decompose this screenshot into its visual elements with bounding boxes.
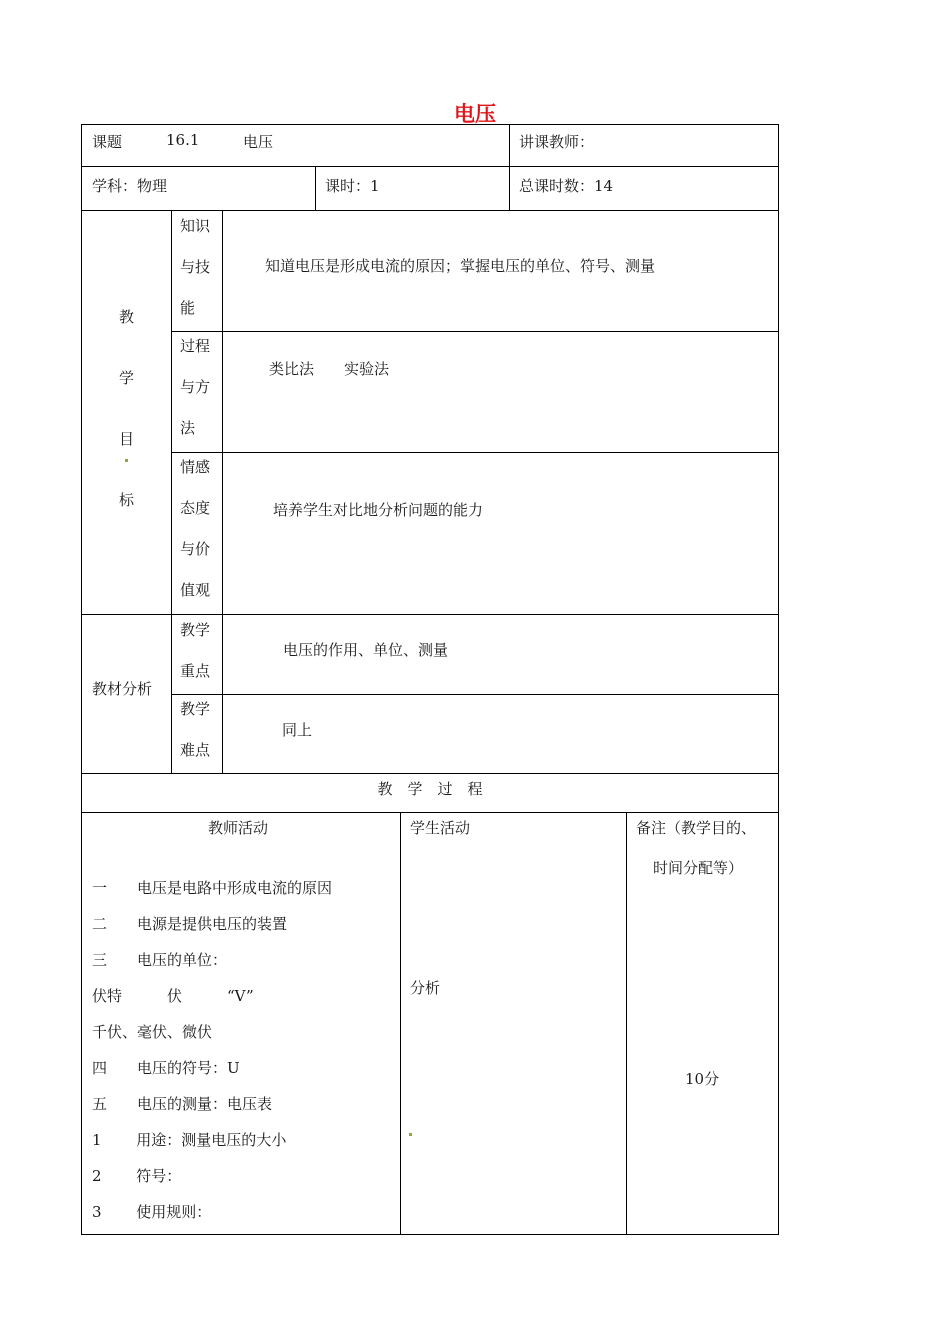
objectives-group-char: 标 bbox=[119, 491, 135, 509]
analysis-label-line: 教学 bbox=[180, 700, 211, 718]
objectives-group-cell bbox=[81, 210, 172, 615]
analysis-label-line: 重点 bbox=[180, 662, 211, 680]
student-activity-text: 分析 bbox=[410, 979, 441, 997]
objective-content: 培养学生对比地分析问题的能力 bbox=[273, 501, 484, 519]
objective-content-cell bbox=[222, 210, 779, 332]
objective-label-cell bbox=[171, 452, 223, 615]
objective-content: 类比法 实验法 bbox=[269, 360, 390, 378]
objective-label-line: 法 bbox=[180, 419, 196, 437]
objective-label-line: 情感 bbox=[180, 458, 211, 476]
objectives-group-char: 目 bbox=[119, 430, 135, 448]
teacher-activity-line: 1 用途：测量电压的大小 bbox=[92, 1131, 287, 1149]
objective-content: 知道电压是形成电流的原因；掌握电压的单位、符号、测量 bbox=[265, 257, 656, 275]
total-periods-cell bbox=[509, 166, 779, 211]
analysis-group-cell bbox=[81, 614, 172, 774]
topic-name: 电压 bbox=[243, 133, 274, 151]
objective-label-line: 与价 bbox=[180, 540, 211, 558]
notes-header-line: 时间分配等） bbox=[653, 859, 744, 877]
topic-label: 课题 bbox=[92, 133, 123, 151]
analysis-group-label: 教材分析 bbox=[92, 680, 153, 698]
objectives-group-char: 学 bbox=[119, 369, 135, 387]
objective-label-cell bbox=[171, 210, 223, 332]
notes-time: 10分 bbox=[685, 1070, 720, 1088]
objective-label-line: 知识 bbox=[180, 217, 211, 235]
objective-label-line: 与技 bbox=[180, 258, 211, 276]
topic-cell bbox=[81, 124, 510, 167]
objective-label-line: 能 bbox=[180, 299, 196, 317]
total-periods-text: 总课时数：14 bbox=[519, 177, 614, 195]
teacher-activity-line: 五 电压的测量：电压表 bbox=[92, 1095, 273, 1113]
notes-cell bbox=[626, 812, 779, 1235]
analysis-label-cell bbox=[171, 694, 223, 774]
teacher-cell bbox=[509, 124, 779, 167]
analysis-label-line: 难点 bbox=[180, 741, 211, 759]
student-activity-header: 学生活动 bbox=[410, 819, 471, 837]
teacher-activity-line: 四 电压的符号：U bbox=[92, 1059, 240, 1077]
objective-label-cell bbox=[171, 331, 223, 453]
analysis-content: 同上 bbox=[282, 721, 313, 739]
objective-label-line: 过程 bbox=[180, 337, 211, 355]
teacher-activity-line: 2 符号： bbox=[92, 1167, 182, 1185]
period-text: 课时：1 bbox=[325, 177, 380, 195]
analysis-content-cell bbox=[222, 614, 779, 695]
notes-header-line: 备注（教学目的、 bbox=[636, 819, 757, 837]
stray-mark bbox=[409, 1133, 412, 1136]
objective-label-line: 态度 bbox=[180, 499, 211, 517]
period-cell bbox=[315, 166, 510, 211]
analysis-label-line: 教学 bbox=[180, 621, 211, 639]
subject-cell bbox=[81, 166, 316, 211]
analysis-label-cell bbox=[171, 614, 223, 695]
teacher-activity-cell bbox=[81, 812, 401, 1235]
analysis-content-cell bbox=[222, 694, 779, 774]
subject-text: 学科：物理 bbox=[92, 177, 168, 195]
teacher-activity-line: 二 电源是提供电压的装置 bbox=[92, 915, 288, 933]
teacher-activity-line: 伏特 伏 “V” bbox=[92, 987, 254, 1005]
process-heading: 教 学 过 程 bbox=[377, 780, 483, 798]
objective-label-line: 与方 bbox=[180, 378, 211, 396]
objective-content-cell bbox=[222, 331, 779, 453]
analysis-content: 电压的作用、单位、测量 bbox=[283, 641, 449, 659]
teacher-activity-line: 千伏、毫伏、微伏 bbox=[92, 1023, 213, 1041]
teacher-activity-line: 3 使用规则： bbox=[92, 1203, 212, 1221]
objective-content-cell bbox=[222, 452, 779, 615]
student-activity-cell bbox=[400, 812, 627, 1235]
objective-label-line: 值观 bbox=[180, 581, 211, 599]
teacher-activity-line: 三 电压的单位： bbox=[92, 951, 228, 969]
objectives-group-char: 教 bbox=[119, 308, 135, 326]
teacher-activity-header: 教师活动 bbox=[208, 819, 269, 837]
document-title: 电压 bbox=[454, 102, 496, 126]
stray-mark bbox=[125, 459, 128, 462]
process-heading-cell bbox=[81, 773, 779, 813]
teacher-label: 讲课教师： bbox=[519, 133, 595, 151]
teacher-activity-line: 一 电压是电路中形成电流的原因 bbox=[92, 879, 333, 897]
topic-number: 16.1 bbox=[166, 131, 200, 149]
